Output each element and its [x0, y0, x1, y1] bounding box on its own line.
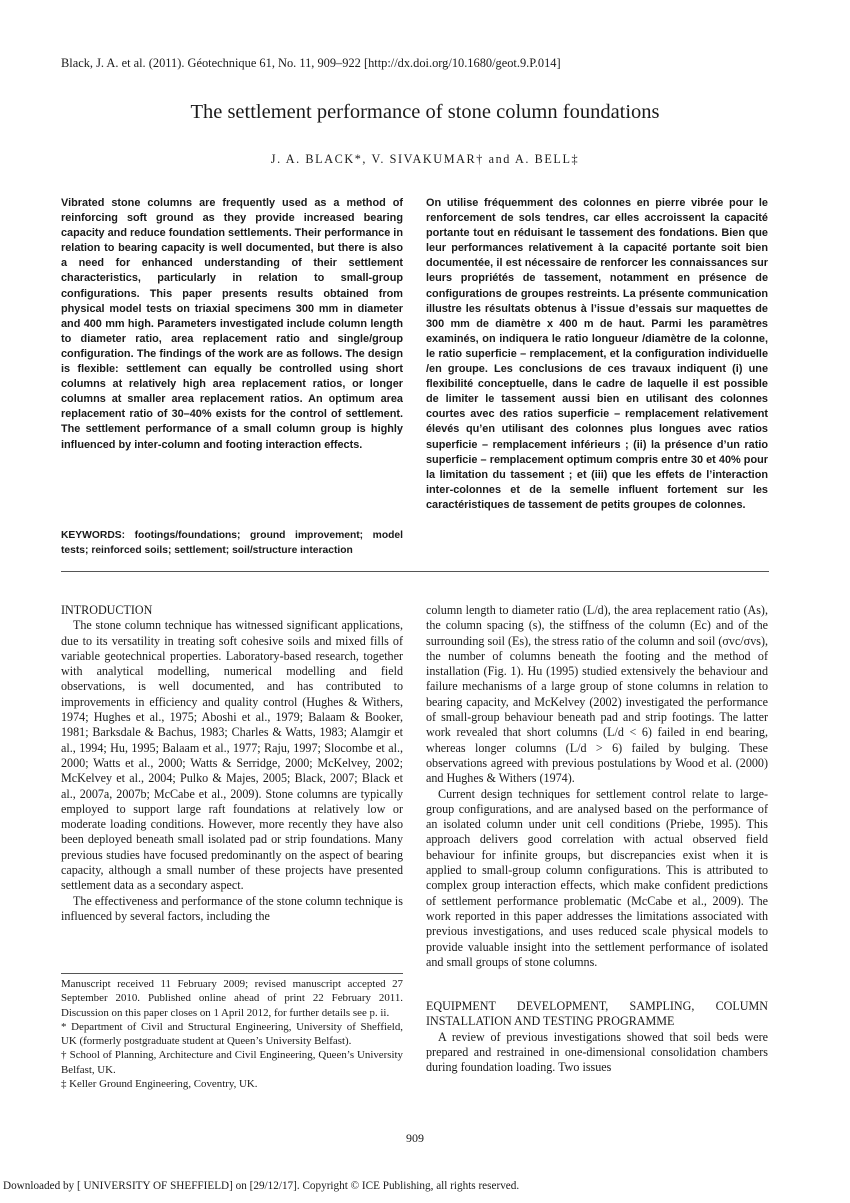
keywords: KEYWORDS: footings/foundations; ground improvement; model tests; reinforced soils; settlement; soil/structure interaction [61, 530, 403, 557]
abstract-french: On utilise fréquemment des colonnes en pierre vibrée pour le renforcement de sols tendres, car elles accroissent la capacité portante tout en réduisant le tassement des fondations. Bien que leur performances relativement à la capacité portante soit bien documentée, il est nécessaire de renforcer les connaissances sur leurs propriétés de tassement, notamment en présence de configurations de groupes restreints. La présente communication illustre les résultats obtenus à l’issue d’essais sur maquettes de 300 mm de diamètre x 400 m de haut. Parmi les paramètres examinés, on indiquera le ratio longueur /diamètre de la colonne, le ratio superficie – remplacement, et la configuration individuelle /en groupe. Les conclusions de ces travaux indiquent (i) une flexibilité conceptuelle, dans le cadre de laquelle il est possible de limiter le tassement aussi bien en utilisant des colonnes courtes avec des ratios superficie – remplacement relativement élevés qu’en utilisant des colonnes plus longues avec ratios superficie – remplacement inférieurs ; (ii) la présence d’un ratio superficie – remplacement optimum compris entre 30 et 40% pour la limitation du tassement ; et (iii) que les effets de l’interaction inter-colonnes et de la semelle influent fortement sur les caractéristiques de tassement de petits groupes de colonnes. [426, 197, 768, 511]
footnote-affiliation-1: * Department of Civil and Structural Engineering, University of Sheffield, UK (formerly postgraduate student at Queen’s University Belfast). [61, 1020, 403, 1048]
body-column-right [426, 603, 768, 1076]
running-head: Black, J. A. et al. (2011). Géotechnique 61, No. 11, 909–922 [http://dx.doi.org/10.1680/geot.9.P.014] [61, 56, 561, 70]
equipment-paragraph-1: A review of previous investigations showed that soil beds were prepared and restrained in one-dimensional consolidation chambers during foundation loading. Two issues [426, 1029, 768, 1075]
footnote-received: Manuscript received 11 February 2009; revised manuscript accepted 27 September 2010. Published online ahead of print 22 February 2011. Discussion on this paper closes on 1 April 2012, for further details see p. ii. [61, 978, 403, 1019]
download-notice: Downloaded by [ UNIVERSITY OF SHEFFIELD] on [29/12/17]. Copyright © ICE Publishing, all rights reserved. [3, 1180, 520, 1192]
page-number: 909 [406, 1131, 424, 1145]
footnote-affiliation-3: ‡ Keller Ground Engineering, Coventry, UK. [61, 1078, 258, 1091]
footnotes [61, 977, 403, 1091]
section-divider [61, 571, 769, 572]
body-column-left [61, 603, 403, 924]
author-list: J. A. BLACK*, V. SIVAKUMAR† and A. BELL‡ [270, 152, 580, 166]
intro-paragraph-4: Current design techniques for settlement control relate to large-group configurations, and are analysed based on the performance of an isolated column under unit cell conditions (Priebe, 1995). This approach delivers good correlation with actual observed field behaviour for infinite groups, but discrepancies exist when it is applied to small-group column configurations. This is attributed to complex group interaction effects, which make confident predictions of settlement performance problematic (McCabe et al., 2009). The work reported in this paper addresses the limitations associated with previous investigations, and uses reduced scale physical models to provide valuable insight into the settlement performance of isolated and small groups of stone columns. [426, 786, 768, 969]
intro-paragraph-2: The effectiveness and performance of the stone column technique is influenced by several factors, including the [61, 893, 403, 923]
abstract-english: Vibrated stone columns are frequently used as a method of reinforcing soft ground as they provide increased bearing capacity and reduce foundation settlements. Their performance in relation to bearing capacity is well documented, but there is also a need for enhanced understanding of their settlement characteristics, particularly in relation to small-group configurations. This paper presents results obtained from physical model tests on triaxial specimens 300 mm in diameter and 400 mm high. Parameters investigated include column length to diameter ratio, area replacement ratio and single/group configuration. The findings of the work are as follows. The design is flexible: settlement can equally be controlled using short columns at relatively high area replacement ratios, or longer columns at smaller area replacement ratios. An optimum area replacement ratio of 30–40% exists for the control of settlement. The settlement performance of a small column group is highly influenced by inter-column and footing interaction effects. [61, 197, 403, 451]
equipment-heading: EQUIPMENT DEVELOPMENT, SAMPLING, COLUMN INSTALLATION AND TESTING PROGRAMME [426, 999, 768, 1029]
intro-paragraph-3: column length to diameter ratio (L/d), the area replacement ratio (As), the column spacing (s), the stiffness of the column (Ec) and of the surrounding soil (Es), the stress ratio of the column and soil (σvc/σvs), the number of columns beneath the footing and the method of installation (Fig. 1). Hu (1995) studied extensively the behaviour and failure mechanisms of a large group of stone columns in relation to bearing capacity, and McKelvey (2002) investigated the performance of small-group behaviour beneath pad and strip footings. The latter work revealed that short columns (L/d < 6) failed in end bearing, whereas longer columns (L/d > 6) failed by bulging. These observations agreed with previous postulations by Wood et al. (2000) and Hughes & Withers (1974). [426, 603, 768, 786]
introduction-heading: INTRODUCTION [61, 603, 153, 617]
footnote-divider [61, 973, 403, 974]
footnote-affiliation-2: † School of Planning, Architecture and Civil Engineering, Queen’s University Belfast, UK. [61, 1049, 403, 1076]
paper-title: The settlement performance of stone column foundations [190, 101, 660, 123]
intro-paragraph-1: The stone column technique has witnessed significant applications, due to its versatility in treating soft cohesive soils and mixed fills of variable geotechnical properties. Laboratory-based research, together with analytical modelling, numerical modelling and field observations, is well documented, and has contributed to improvements in efficiency and quality control (Hughes & Withers, 1974; Hughes et al., 1975; Aboshi et al., 1979; Balaam & Booker, 1981; Barksdale & Bachus, 1983; Charles & Watts, 1983; Alamgir et al., 1994; Hu, 1995; Balaam et al., 1977; Raju, 1997; Slocombe et al., 2000; Watts et al., 2000; Watts & Serridge, 2000; McKelvey, 2002; McKelvey et al., 2004; Pulko & Majes, 2005; Black, 2007; Black et al., 2007a, 2007b; McCabe et al., 2009). Stone columns are typically employed to support large raft foundations at relatively low or moderate loading conditions. However, more recently they have also been deployed beneath small isolated pad or strip foundations. Many previous studies have focused predominantly on the aspect of bearing capacity, although a small number of these projects have presented settlement data as a secondary aspect. [61, 618, 403, 893]
